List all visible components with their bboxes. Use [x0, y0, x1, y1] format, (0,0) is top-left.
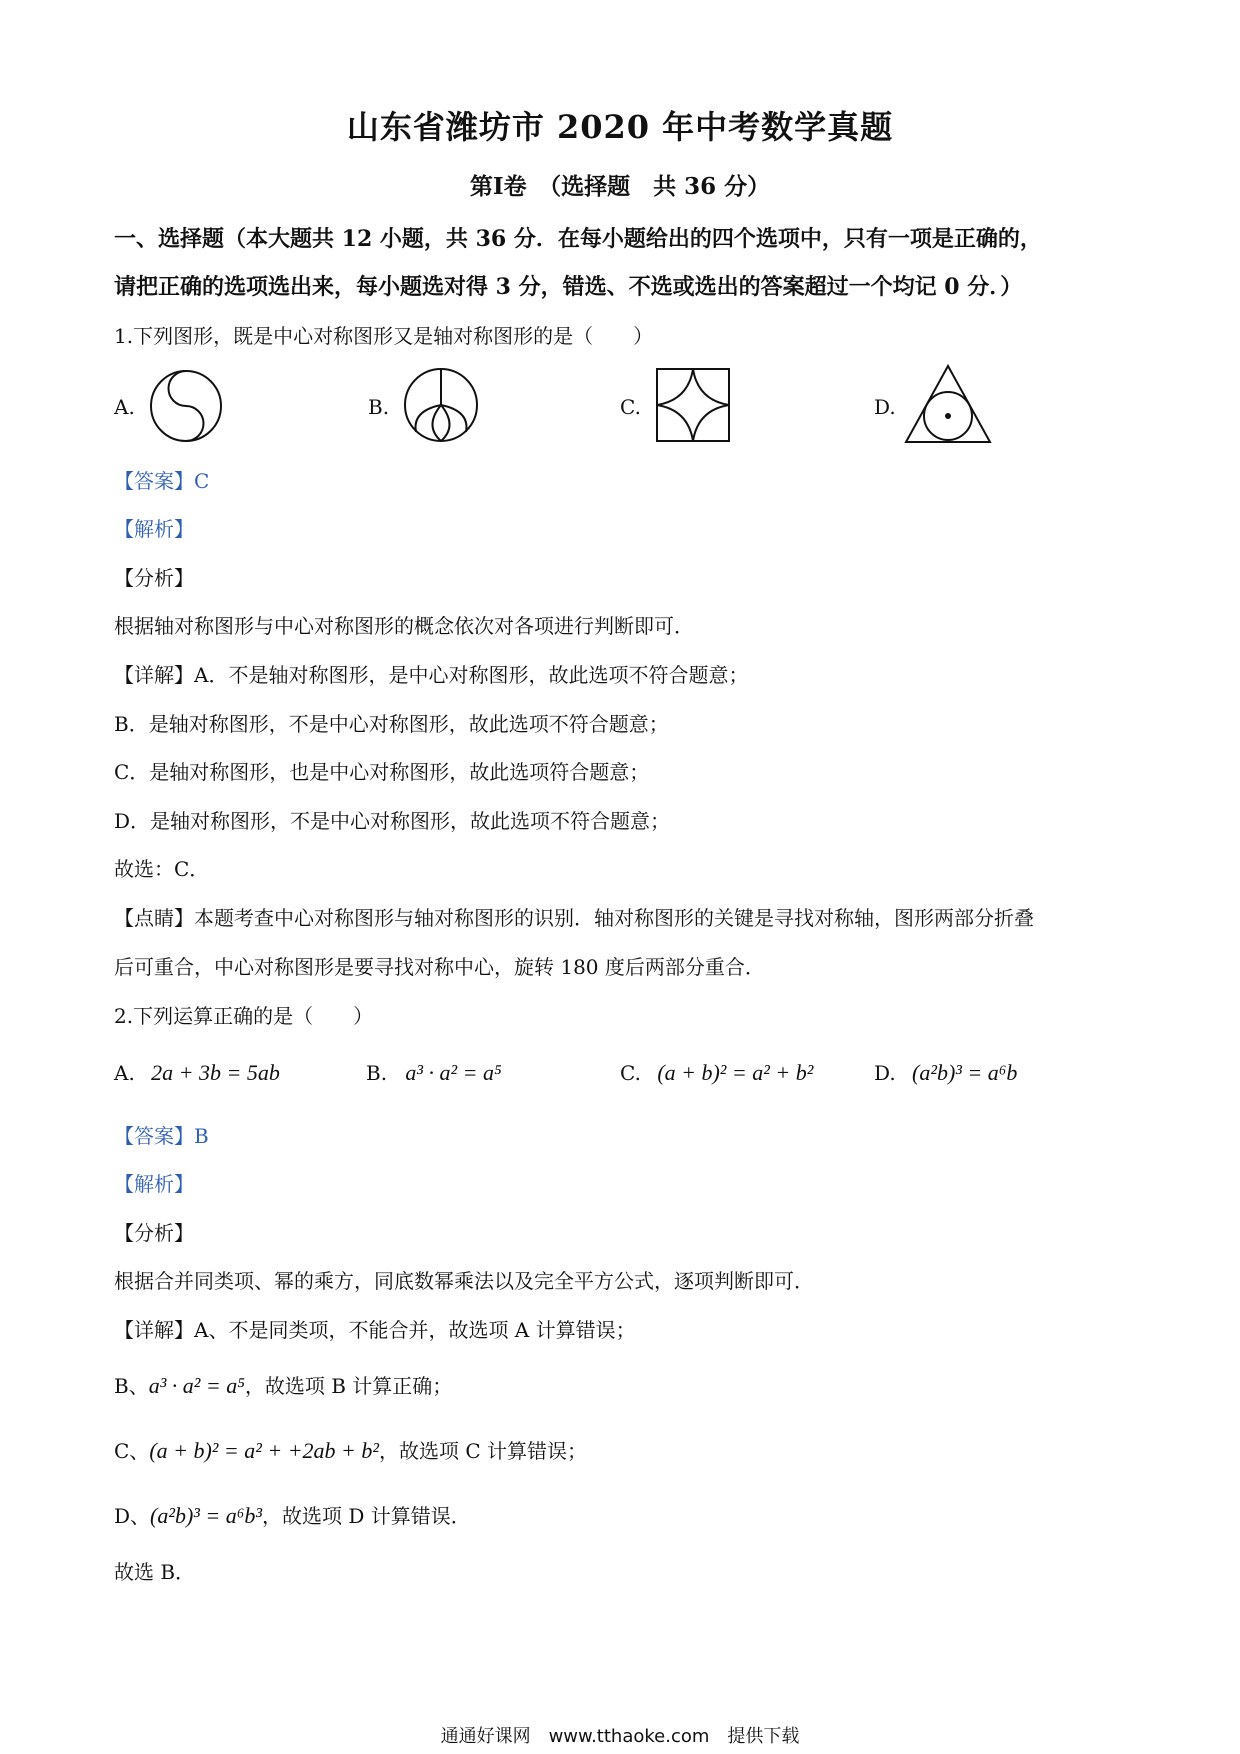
q1-choose: 故选：C．: [114, 857, 210, 881]
q2-choose: 故选 B．: [114, 1560, 196, 1584]
q1-fenxi-heading: 【分析】: [114, 566, 194, 590]
q2-option-a: [114, 1060, 280, 1086]
q2-option-d-formula: (a²b)³ = a⁶b: [912, 1060, 1018, 1085]
q2-detail-b: [114, 1370, 452, 1399]
q2-detail-a: 【详解】A、不是同类项，不能合并，故选项 A 计算错误；: [114, 1318, 636, 1342]
q2-option-a-formula: 2a + 3b = 5ab: [151, 1060, 280, 1085]
three-arcs-circle-figure: [402, 366, 480, 444]
q2-detail-d: [114, 1500, 471, 1529]
q1-dianjing-line2: 后可重合，中心对称图形是要寻找对称中心，旋转 180 度后两部分重合．: [114, 955, 765, 979]
q2-option-d: [874, 1060, 1017, 1086]
q2-option-c-formula: (a + b)² = a² + b²: [657, 1060, 814, 1085]
q1-stem: 1.下列图形，既是中心对称图形又是轴对称图形的是（ ）: [114, 324, 654, 348]
section-instructions-line1: 一、选择题（本大题共 12 小题，共 36 分．在每小题给出的四个选项中，只有一项是正确的，: [114, 226, 1042, 252]
q1-option-d-label: D.: [874, 395, 896, 419]
q1-analysis-heading: 【解析】: [114, 517, 194, 541]
q2-answer: 【答案】B: [114, 1124, 209, 1148]
page-subtitle: 第Ⅰ卷 （选择题 共 36 分）: [469, 173, 771, 200]
q2-detail-d-formula: (a²b)³ = a⁶b³: [150, 1503, 262, 1528]
q2-detail-b-prefix: B、: [114, 1374, 149, 1398]
q2-option-d-label: D.: [874, 1061, 896, 1085]
q1-dianjing-line1: 【点睛】本题考查中心对称图形与轴对称图形的识别．轴对称图形的关键是寻找对称轴，图形两部分折叠: [114, 906, 1034, 930]
q1-detail-d: D．是轴对称图形，不是中心对称图形，故此选项不符合题意；: [114, 809, 671, 833]
q2-detail-d-suffix: ，故选项 D 计算错误．: [261, 1504, 471, 1528]
q2-option-b-formula: a³ · a² = a⁵: [405, 1060, 502, 1085]
q1-answer: 【答案】C: [114, 469, 210, 493]
q1-fenxi-text: 根据轴对称图形与中心对称图形的概念依次对各项进行判断即可．: [114, 614, 694, 638]
page-title: 山东省潍坊市 2020 年中考数学真题: [346, 108, 894, 146]
q1-detail-a: 【详解】A．不是轴对称图形，是中心对称图形，故此选项不符合题意；: [114, 663, 749, 687]
q2-detail-c-suffix: ，故选项 C 计算错误；: [378, 1439, 588, 1463]
q2-analysis-heading: 【解析】: [114, 1172, 194, 1196]
section-instructions-line2: 请把正确的选项选出来，每小题选对得 3 分，错选、不选或选出的答案超过一个均记 0 分．）: [114, 274, 1023, 300]
q2-option-a-label: A.: [114, 1061, 135, 1085]
q2-detail-d-prefix: D、: [114, 1504, 151, 1528]
q2-option-c: [620, 1060, 813, 1086]
q2-option-b: [366, 1060, 502, 1086]
page-footer: 通通好课网 www.tthaoke.com 提供下载: [440, 1726, 800, 1747]
q2-detail-c-formula: (a + b)² = a² + +2ab + b²: [149, 1438, 379, 1463]
q2-detail-b-formula: a³ · a² = a⁵: [148, 1373, 245, 1398]
yin-yang-figure: [148, 368, 224, 444]
square-with-star-figure: [654, 366, 732, 444]
q1-option-a-label: A.: [114, 395, 135, 419]
triangle-with-circle-figure: [902, 360, 994, 446]
q2-option-b-label: B.: [366, 1061, 388, 1085]
q2-detail-c: [114, 1435, 587, 1464]
q2-detail-c-prefix: C、: [114, 1439, 150, 1463]
q2-stem: 2.下列运算正确的是（ ）: [114, 1004, 374, 1028]
q2-detail-b-suffix: ，故选项 B 计算正确；: [244, 1374, 453, 1398]
q1-option-b-label: B.: [368, 395, 390, 419]
q1-detail-b: B．是轴对称图形，不是中心对称图形，故此选项不符合题意；: [114, 712, 669, 736]
q2-fenxi-heading: 【分析】: [114, 1221, 194, 1245]
q2-option-c-label: C.: [620, 1061, 641, 1085]
q1-detail-c: C．是轴对称图形，也是中心对称图形，故此选项符合题意；: [114, 760, 650, 784]
q2-fenxi-text: 根据合并同类项、幂的乘方，同底数幂乘法以及完全平方公式，逐项判断即可．: [114, 1269, 814, 1293]
q1-option-c-label: C.: [620, 395, 641, 419]
